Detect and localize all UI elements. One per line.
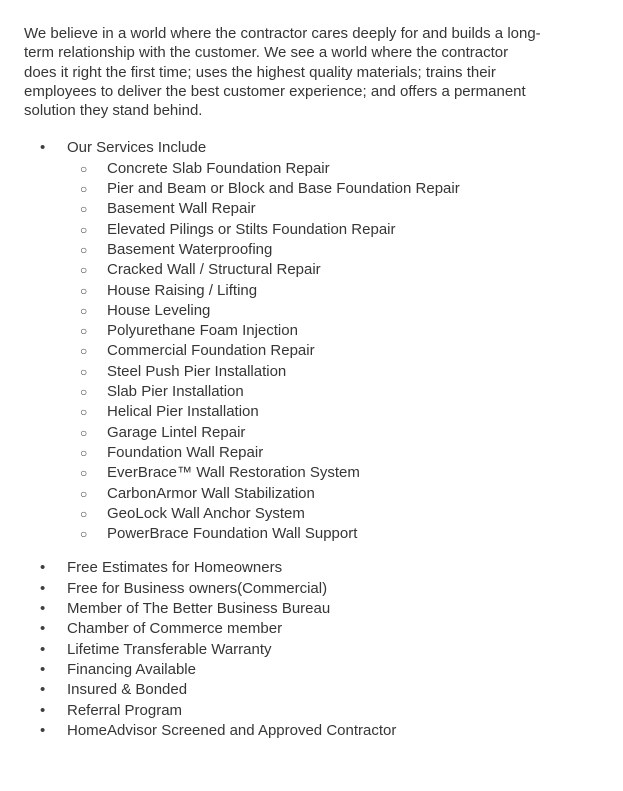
services-heading-item: [24, 138, 605, 158]
circle-bullet-icon: ○: [80, 222, 88, 237]
services-heading: Our Services Include: [67, 139, 207, 157]
highlight-item: [24, 599, 605, 619]
disc-bullet-icon: •: [40, 640, 46, 658]
service-item: [24, 179, 605, 199]
circle-bullet-icon: ○: [80, 527, 88, 542]
service-item: [24, 240, 605, 260]
intro-paragraph: [24, 24, 605, 120]
service-item-label: Elevated Pilings or Stilts Foundation Repair: [107, 220, 396, 238]
highlight-item-label: Lifetime Transferable Warranty: [67, 640, 272, 658]
service-item: [24, 199, 605, 219]
highlight-item-label: Free Estimates for Homeowners: [67, 559, 283, 577]
circle-bullet-icon: ○: [80, 242, 88, 257]
highlight-item-label: Chamber of Commerce member: [67, 620, 283, 638]
highlight-item: [24, 721, 605, 741]
service-item: [24, 220, 605, 240]
circle-bullet-icon: ○: [80, 385, 88, 400]
service-item-label: Concrete Slab Foundation Repair: [107, 159, 330, 177]
disc-bullet-icon: •: [40, 681, 46, 699]
circle-bullet-icon: ○: [80, 263, 88, 278]
highlight-item-label: Referral Program: [67, 701, 183, 719]
service-item-label: Pier and Beam or Block and Base Foundation Repair: [107, 180, 460, 198]
service-item-label: Basement Wall Repair: [107, 200, 256, 218]
highlights-list: [24, 558, 605, 741]
circle-bullet-icon: ○: [80, 283, 88, 298]
service-item-label: CarbonArmor Wall Stabilization: [107, 484, 315, 502]
circle-bullet-icon: ○: [80, 425, 88, 440]
service-item-label: Garage Lintel Repair: [107, 423, 246, 441]
highlight-item-label: Member of The Better Business Bureau: [67, 600, 331, 618]
intro-line: solution they stand behind.: [24, 102, 203, 120]
highlight-item: [24, 680, 605, 700]
disc-bullet-icon: •: [40, 600, 46, 618]
service-item: [24, 524, 605, 544]
disc-bullet-icon: •: [40, 620, 46, 638]
disc-bullet-icon: •: [40, 579, 46, 597]
services-list: [24, 138, 605, 158]
service-item: [24, 423, 605, 443]
service-item-label: EverBrace™ Wall Restoration System: [107, 464, 360, 482]
intro-line: term relationship with the customer. We see a world where the contractor: [24, 44, 509, 62]
circle-bullet-icon: ○: [80, 344, 88, 359]
service-item: [24, 159, 605, 179]
intro-line: We believe in a world where the contractor cares deeply for and builds a long-: [24, 25, 541, 42]
circle-bullet-icon: ○: [80, 486, 88, 501]
highlight-item: [24, 640, 605, 660]
service-item: [24, 362, 605, 382]
service-item: [24, 443, 605, 463]
service-item-label: House Raising / Lifting: [107, 281, 258, 299]
service-item: [24, 301, 605, 321]
disc-bullet-icon: •: [40, 660, 46, 678]
service-item: [24, 321, 605, 341]
service-item: [24, 484, 605, 504]
circle-bullet-icon: ○: [80, 405, 88, 420]
circle-bullet-icon: ○: [80, 324, 88, 339]
service-item: [24, 341, 605, 361]
service-item-label: GeoLock Wall Anchor System: [107, 504, 305, 522]
disc-bullet-icon: •: [40, 701, 46, 719]
service-item: [24, 281, 605, 301]
service-item: [24, 504, 605, 524]
circle-bullet-icon: ○: [80, 466, 88, 481]
service-item-label: Foundation Wall Repair: [107, 443, 264, 461]
service-item-label: Commercial Foundation Repair: [107, 342, 315, 360]
disc-bullet-icon: •: [40, 559, 46, 577]
highlight-item: [24, 660, 605, 680]
disc-bullet-icon: •: [40, 721, 46, 739]
service-item-label: PowerBrace Foundation Wall Support: [107, 525, 358, 543]
service-item-label: Helical Pier Installation: [107, 403, 259, 421]
service-item: [24, 402, 605, 422]
intro-line: employees to deliver the best customer experience; and offers a permanent: [24, 82, 526, 100]
service-item-label: Basement Waterproofing: [107, 240, 273, 258]
service-item-label: Polyurethane Foam Injection: [107, 322, 298, 340]
service-item: [24, 382, 605, 402]
highlight-item-label: HomeAdvisor Screened and Approved Contractor: [67, 721, 397, 739]
highlight-item: [24, 558, 605, 578]
services-sublist: [24, 159, 605, 545]
highlight-item: [24, 701, 605, 721]
circle-bullet-icon: ○: [80, 445, 88, 460]
service-item-label: Steel Push Pier Installation: [107, 362, 287, 380]
highlight-item-label: Financing Available: [67, 660, 196, 678]
disc-bullet-icon: •: [40, 139, 46, 157]
circle-bullet-icon: ○: [80, 303, 88, 318]
intro-line: does it right the first time; uses the highest quality materials; trains their: [24, 63, 496, 81]
service-item: [24, 463, 605, 483]
circle-bullet-icon: ○: [80, 161, 88, 176]
circle-bullet-icon: ○: [80, 182, 88, 197]
highlight-item-label: Free for Business owners(Commercial): [67, 579, 328, 597]
highlight-item: [24, 579, 605, 599]
circle-bullet-icon: ○: [80, 506, 88, 521]
circle-bullet-icon: ○: [80, 364, 88, 379]
service-item-label: Slab Pier Installation: [107, 383, 244, 401]
service-item-label: Cracked Wall / Structural Repair: [107, 261, 321, 279]
highlight-item: [24, 619, 605, 639]
service-item-label: House Leveling: [107, 301, 211, 319]
circle-bullet-icon: ○: [80, 202, 88, 217]
service-item: [24, 260, 605, 280]
highlight-item-label: Insured & Bonded: [67, 681, 188, 699]
